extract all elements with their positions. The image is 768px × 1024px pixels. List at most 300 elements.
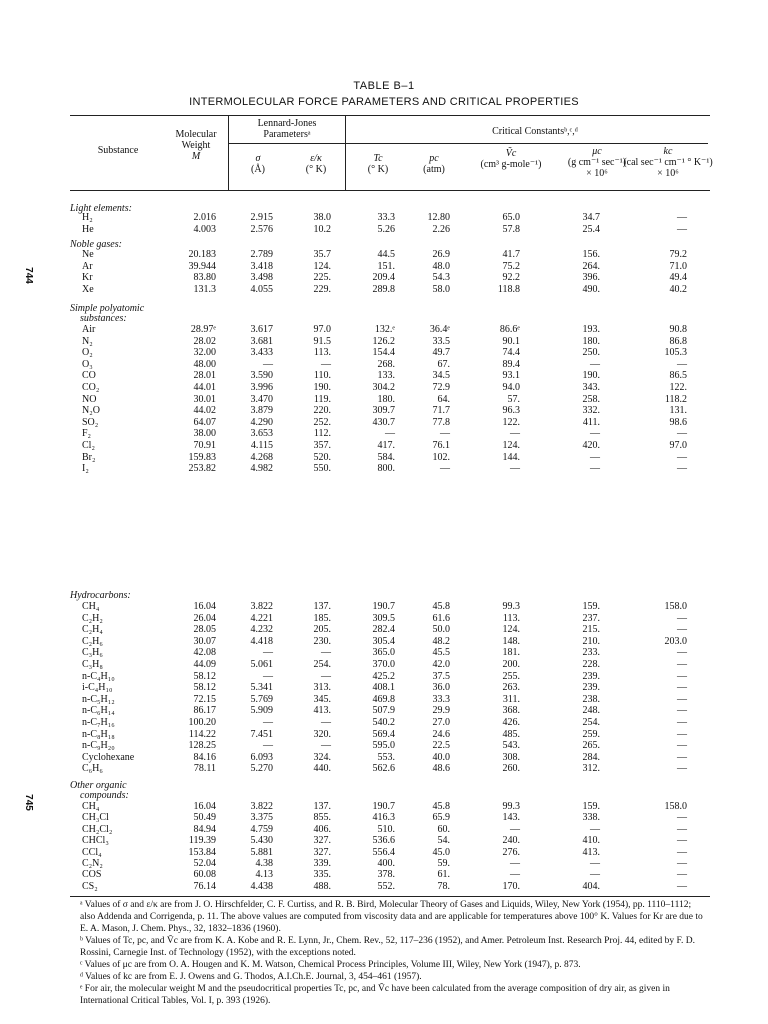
cell-epsilon-k: — bbox=[321, 358, 331, 370]
page-number-745: 745 bbox=[22, 794, 34, 811]
table-row bbox=[0, 272, 768, 283]
cell-epsilon-k: 35.7 bbox=[313, 249, 331, 260]
table-row bbox=[0, 881, 768, 892]
cell-pc: 45.8 bbox=[432, 801, 450, 812]
cell-sigma: 4.055 bbox=[250, 283, 273, 295]
cell-mu-c: 228. bbox=[582, 659, 600, 670]
cell-epsilon-k: 113. bbox=[313, 347, 331, 359]
cell-sigma: 3.681 bbox=[250, 335, 273, 347]
cell-pc: 45.8 bbox=[432, 601, 450, 612]
cell-sigma: 3.498 bbox=[250, 272, 273, 283]
cell-k-c: 131. bbox=[669, 405, 687, 417]
cell-epsilon-k: 406. bbox=[313, 823, 331, 835]
cell-tc: 417. bbox=[377, 440, 395, 451]
cell-tc: 304.2 bbox=[372, 382, 395, 393]
table-row bbox=[0, 858, 768, 869]
cell-substance: H₂ bbox=[82, 212, 93, 223]
cell-substance: Air bbox=[82, 324, 96, 335]
cell-sigma: 4.759 bbox=[250, 823, 273, 835]
cell-vc: 124. bbox=[502, 624, 520, 636]
cell-sigma: 3.470 bbox=[250, 393, 273, 405]
cell-mu-c: 332. bbox=[582, 405, 600, 417]
table-row bbox=[0, 405, 768, 416]
mu-multiplier: × 10⁶ bbox=[586, 168, 608, 179]
table-row bbox=[0, 440, 768, 451]
cell-mu-c: 343. bbox=[582, 382, 600, 393]
cell-tc: 305.4 bbox=[372, 635, 395, 647]
cell-k-c: — bbox=[677, 624, 687, 636]
cell-tc: 151. bbox=[377, 260, 395, 272]
cell-k-c: — bbox=[677, 659, 687, 670]
table-row bbox=[0, 705, 768, 716]
cell-pc: 102. bbox=[432, 451, 450, 463]
cell-pc: 61. bbox=[437, 869, 450, 881]
cell-vc: 75.2 bbox=[502, 260, 520, 272]
cell-pc: 33.5 bbox=[432, 335, 450, 347]
cell-vc: 148. bbox=[502, 635, 520, 647]
cell-tc: 400. bbox=[377, 858, 395, 869]
cell-molecular-weight: 64.07 bbox=[193, 416, 216, 428]
cell-epsilon-k: 320. bbox=[313, 728, 331, 740]
cell-molecular-weight: 70.91 bbox=[193, 440, 216, 451]
cell-epsilon-k: 185. bbox=[313, 612, 331, 624]
header-mid-rule bbox=[228, 143, 708, 144]
cell-substance: O₂ bbox=[82, 347, 93, 359]
cell-molecular-weight: 153.84 bbox=[188, 846, 216, 858]
cell-sigma: 4.221 bbox=[250, 612, 273, 624]
cell-k-c: 49.4 bbox=[669, 272, 687, 283]
cell-vc: 113. bbox=[502, 612, 520, 624]
cell-vc: 485. bbox=[502, 728, 520, 740]
table-row bbox=[0, 729, 768, 740]
cell-vc: 181. bbox=[502, 647, 520, 659]
cell-pc: — bbox=[440, 428, 450, 440]
header-vc bbox=[466, 148, 556, 170]
cell-pc: 65.9 bbox=[432, 812, 450, 824]
cell-vc: 93.1 bbox=[502, 370, 520, 382]
table-row bbox=[0, 835, 768, 846]
cell-substance: n-C₆H₁₄ bbox=[82, 705, 115, 717]
cell-tc: 309.5 bbox=[372, 612, 395, 624]
cell-mu-c: 265. bbox=[582, 740, 600, 752]
table-row bbox=[0, 249, 768, 260]
cell-mu-c: 180. bbox=[582, 335, 600, 347]
cell-sigma: 2.789 bbox=[250, 249, 273, 260]
cell-substance: Br₂ bbox=[82, 451, 96, 463]
footnote-c: ᶜ Values of μc are from O. A. Hougen and K. M. Watson, Chemical Process Principles, Volume III, Wiley, New York (1947), p. 873. bbox=[80, 960, 581, 970]
cell-k-c: 98.6 bbox=[669, 416, 687, 428]
cell-mu-c: 413. bbox=[582, 846, 600, 858]
mw-line1: Molecular bbox=[175, 129, 217, 140]
cell-tc: 536.6 bbox=[372, 835, 395, 847]
cell-k-c: 122. bbox=[669, 382, 687, 393]
table-row bbox=[0, 394, 768, 405]
table-row bbox=[0, 336, 768, 347]
cell-vc: 255. bbox=[502, 670, 520, 682]
cell-mu-c: — bbox=[590, 823, 600, 835]
cell-vc: 122. bbox=[502, 416, 520, 428]
cell-pc: 59. bbox=[437, 858, 450, 869]
cell-pc: 45.0 bbox=[432, 846, 450, 858]
cell-molecular-weight: 58.12 bbox=[193, 670, 216, 682]
cell-pc: 76.1 bbox=[432, 440, 450, 451]
cell-sigma: 3.879 bbox=[250, 405, 273, 417]
table-row bbox=[0, 624, 768, 635]
cell-epsilon-k: 190. bbox=[313, 382, 331, 393]
cell-sigma: 4.13 bbox=[255, 869, 273, 881]
table-row bbox=[0, 694, 768, 705]
cell-epsilon-k: 137. bbox=[313, 801, 331, 812]
cell-molecular-weight: 16.04 bbox=[193, 801, 216, 812]
cell-tc: 430.7 bbox=[372, 416, 395, 428]
cell-vc: — bbox=[510, 858, 520, 869]
cell-substance: CS₂ bbox=[82, 880, 98, 892]
cell-pc: 12.80 bbox=[427, 212, 450, 223]
cell-k-c: — bbox=[677, 869, 687, 881]
cell-tc: 562.6 bbox=[372, 763, 395, 775]
cell-vc: 426. bbox=[502, 717, 520, 728]
cell-epsilon-k: 205. bbox=[313, 624, 331, 636]
cell-k-c: — bbox=[677, 740, 687, 752]
cell-k-c: 79.2 bbox=[669, 249, 687, 260]
cell-molecular-weight: 50.49 bbox=[193, 812, 216, 824]
table-row bbox=[0, 682, 768, 693]
cell-substance: CHCl₃ bbox=[82, 835, 109, 847]
cell-mu-c: 338. bbox=[582, 812, 600, 824]
cell-tc: 378. bbox=[377, 869, 395, 881]
cell-tc: 469.8 bbox=[372, 693, 395, 705]
cell-pc: — bbox=[440, 463, 450, 475]
cell-vc: 86.6ᵉ bbox=[499, 324, 520, 335]
cell-substance: Cyclohexane bbox=[82, 751, 135, 763]
cell-tc: 282.4 bbox=[372, 624, 395, 636]
cell-sigma: 5.270 bbox=[250, 763, 273, 775]
table-row bbox=[0, 370, 768, 381]
header-substance: Substance bbox=[97, 145, 139, 156]
cell-sigma: 4.438 bbox=[250, 880, 273, 892]
cell-sigma: 3.375 bbox=[250, 812, 273, 824]
cell-sigma: 5.881 bbox=[250, 846, 273, 858]
cell-vc: 263. bbox=[502, 682, 520, 694]
cell-pc: 40.0 bbox=[432, 751, 450, 763]
cell-molecular-weight: 44.09 bbox=[193, 659, 216, 670]
cell-pc: 42.0 bbox=[432, 659, 450, 670]
cell-mu-c: 396. bbox=[582, 272, 600, 283]
cell-vc: 57. bbox=[507, 393, 520, 405]
cell-epsilon-k: 230. bbox=[313, 635, 331, 647]
cell-sigma: — bbox=[263, 670, 273, 682]
mw-line2: Weight bbox=[181, 140, 211, 151]
header-k bbox=[620, 146, 716, 179]
cell-k-c: — bbox=[677, 647, 687, 659]
cell-epsilon-k: 855. bbox=[313, 812, 331, 824]
section-simple-polyatomic-2: substances: bbox=[80, 313, 127, 324]
cell-k-c: — bbox=[677, 728, 687, 740]
cell-mu-c: 25.4 bbox=[582, 223, 600, 235]
cell-tc: 190.7 bbox=[372, 601, 395, 612]
cell-pc: 34.5 bbox=[432, 370, 450, 382]
cell-sigma: 3.418 bbox=[250, 260, 273, 272]
table-row bbox=[0, 824, 768, 835]
cell-substance: C₃H₈ bbox=[82, 659, 103, 670]
header-top-rule bbox=[70, 115, 710, 116]
cell-substance: C₂H₄ bbox=[82, 624, 103, 636]
cell-pc: 54. bbox=[437, 835, 450, 847]
cell-k-c: 86.5 bbox=[669, 370, 687, 382]
cell-sigma: 3.590 bbox=[250, 370, 273, 382]
cell-epsilon-k: 97.0 bbox=[313, 324, 331, 335]
cell-vc: 94.0 bbox=[502, 382, 520, 393]
table-row bbox=[0, 261, 768, 272]
cell-sigma: 5.769 bbox=[250, 693, 273, 705]
k-symbol: kc bbox=[663, 146, 673, 157]
cell-molecular-weight: 52.04 bbox=[193, 858, 216, 869]
k-unit: (cal sec⁻¹ cm⁻¹ ° K⁻¹) bbox=[623, 157, 713, 168]
cell-sigma: 4.268 bbox=[250, 451, 273, 463]
cell-molecular-weight: 44.01 bbox=[193, 382, 216, 393]
cell-pc: 48.0 bbox=[432, 260, 450, 272]
table-row bbox=[0, 717, 768, 728]
cell-epsilon-k: 254. bbox=[313, 659, 331, 670]
cell-k-c: 118.2 bbox=[664, 393, 687, 405]
cell-molecular-weight: 28.97ᵉ bbox=[190, 324, 216, 335]
cell-mu-c: 420. bbox=[582, 440, 600, 451]
cell-epsilon-k: 38.0 bbox=[313, 212, 331, 223]
cell-mu-c: — bbox=[590, 463, 600, 475]
cell-epsilon-k: 488. bbox=[313, 880, 331, 892]
cell-k-c: 86.8 bbox=[669, 335, 687, 347]
cell-vc: 99.3 bbox=[502, 601, 520, 612]
cell-molecular-weight: 159.83 bbox=[188, 451, 216, 463]
cell-epsilon-k: 137. bbox=[313, 601, 331, 612]
cell-sigma: 3.617 bbox=[250, 324, 273, 335]
table-row bbox=[0, 752, 768, 763]
cell-sigma: 4.982 bbox=[250, 463, 273, 475]
cell-substance: Ar bbox=[82, 260, 93, 272]
cell-substance: Kr bbox=[82, 272, 93, 283]
cell-sigma: 4.418 bbox=[250, 635, 273, 647]
table-row bbox=[0, 801, 768, 812]
cell-substance: CO bbox=[82, 370, 96, 382]
cell-sigma: 2.576 bbox=[250, 223, 273, 235]
cell-k-c: — bbox=[677, 682, 687, 694]
table-row bbox=[0, 324, 768, 335]
cell-epsilon-k: 220. bbox=[313, 405, 331, 417]
cell-sigma: 5.341 bbox=[250, 682, 273, 694]
cell-substance: C₂H₆ bbox=[82, 635, 103, 647]
cell-tc: 190.7 bbox=[372, 801, 395, 812]
cell-pc: 37.5 bbox=[432, 670, 450, 682]
cell-pc: 72.9 bbox=[432, 382, 450, 393]
cell-mu-c: 258. bbox=[582, 393, 600, 405]
cell-tc: 553. bbox=[377, 751, 395, 763]
cell-tc: 584. bbox=[377, 451, 395, 463]
cell-substance: N₂O bbox=[82, 405, 100, 417]
cell-tc: 569.4 bbox=[372, 728, 395, 740]
cell-sigma: 3.653 bbox=[250, 428, 273, 440]
cell-sigma: 5.061 bbox=[250, 659, 273, 670]
section-other-organic-2: compounds: bbox=[80, 790, 129, 801]
cell-mu-c: 239. bbox=[582, 670, 600, 682]
cell-tc: 370.0 bbox=[372, 659, 395, 670]
mu-symbol: μc bbox=[592, 146, 602, 157]
cell-molecular-weight: 86.17 bbox=[193, 705, 216, 717]
cell-vc: — bbox=[510, 428, 520, 440]
table-row bbox=[0, 382, 768, 393]
cell-molecular-weight: 38.00 bbox=[193, 428, 216, 440]
cell-molecular-weight: 76.14 bbox=[193, 880, 216, 892]
cell-vc: 118.8 bbox=[497, 283, 520, 295]
cell-sigma: 4.38 bbox=[255, 858, 273, 869]
cell-pc: 45.5 bbox=[432, 647, 450, 659]
cell-pc: 36.4ᵉ bbox=[429, 324, 450, 335]
cell-tc: 309.7 bbox=[372, 405, 395, 417]
cell-molecular-weight: 100.20 bbox=[188, 717, 216, 728]
header-epsilon bbox=[296, 153, 336, 175]
cell-molecular-weight: 28.02 bbox=[193, 335, 216, 347]
cell-mu-c: 410. bbox=[582, 835, 600, 847]
cell-molecular-weight: 16.04 bbox=[193, 601, 216, 612]
cell-tc: 5.26 bbox=[377, 223, 395, 235]
footnote-e: ᵉ For air, the molecular weight M and the pseudocritical properties Tc, pc, and Ṽc have been calculated from the average composition of dry air, as given in International Critical Tables, Vol. I, p. 393 (1926). bbox=[80, 984, 670, 1006]
cell-molecular-weight: 84.94 bbox=[193, 823, 216, 835]
cell-sigma: 4.232 bbox=[250, 624, 273, 636]
cell-molecular-weight: 39.944 bbox=[188, 260, 216, 272]
pc-unit: (atm) bbox=[423, 164, 445, 175]
cell-epsilon-k: 324. bbox=[313, 751, 331, 763]
cell-epsilon-k: 339. bbox=[313, 858, 331, 869]
cell-mu-c: 237. bbox=[582, 612, 600, 624]
cell-epsilon-k: 550. bbox=[313, 463, 331, 475]
cell-epsilon-k: 345. bbox=[313, 693, 331, 705]
cell-vc: 200. bbox=[502, 659, 520, 670]
cell-substance: CH₄ bbox=[82, 801, 100, 812]
cell-epsilon-k: 327. bbox=[313, 835, 331, 847]
table-row bbox=[0, 671, 768, 682]
cell-k-c: — bbox=[677, 693, 687, 705]
cell-vc: — bbox=[510, 823, 520, 835]
cell-pc: 24.6 bbox=[432, 728, 450, 740]
table-row bbox=[0, 452, 768, 463]
cell-molecular-weight: 83.80 bbox=[193, 272, 216, 283]
cell-k-c: — bbox=[677, 835, 687, 847]
cell-k-c: — bbox=[677, 612, 687, 624]
cell-k-c: — bbox=[677, 358, 687, 370]
cell-substance: n-C₅H₁₂ bbox=[82, 693, 115, 705]
cell-pc: 22.5 bbox=[432, 740, 450, 752]
vc-symbol: Ṽc bbox=[505, 148, 517, 159]
cell-molecular-weight: 58.12 bbox=[193, 682, 216, 694]
cell-substance: COS bbox=[82, 869, 102, 881]
cell-mu-c: 264. bbox=[582, 260, 600, 272]
cell-sigma: — bbox=[263, 647, 273, 659]
cell-mu-c: 210. bbox=[582, 635, 600, 647]
cell-molecular-weight: 2.016 bbox=[193, 212, 216, 223]
cell-tc: 132.ᵉ bbox=[374, 324, 395, 335]
cell-vc: 96.3 bbox=[502, 405, 520, 417]
cell-k-c: — bbox=[677, 705, 687, 717]
cell-tc: 209.4 bbox=[372, 272, 395, 283]
cell-substance: n-C₈H₁₈ bbox=[82, 728, 115, 740]
cell-mu-c: — bbox=[590, 428, 600, 440]
table-row bbox=[0, 224, 768, 235]
cell-substance: Ne bbox=[82, 249, 94, 260]
header-tc bbox=[356, 153, 400, 175]
cell-k-c: 97.0 bbox=[669, 440, 687, 451]
cell-epsilon-k: 357. bbox=[313, 440, 331, 451]
cell-k-c: — bbox=[677, 670, 687, 682]
cell-substance: He bbox=[82, 223, 94, 235]
cell-vc: — bbox=[510, 869, 520, 881]
cell-tc: 552. bbox=[377, 880, 395, 892]
cell-vc: 90.1 bbox=[502, 335, 520, 347]
cell-sigma: — bbox=[263, 717, 273, 728]
section-other-organic-1: Other organic bbox=[70, 780, 127, 791]
cell-tc: 365.0 bbox=[372, 647, 395, 659]
cell-pc: 48.6 bbox=[432, 763, 450, 775]
cell-k-c: 158.0 bbox=[664, 601, 687, 612]
table-row bbox=[0, 463, 768, 474]
table-row bbox=[0, 659, 768, 670]
table-row bbox=[0, 613, 768, 624]
cell-molecular-weight: 28.05 bbox=[193, 624, 216, 636]
cell-vc: 92.2 bbox=[502, 272, 520, 283]
cell-mu-c: 250. bbox=[582, 347, 600, 359]
epsilon-symbol: ε/κ bbox=[310, 153, 322, 164]
cell-vc: 260. bbox=[502, 763, 520, 775]
cell-substance: CO₂ bbox=[82, 382, 100, 393]
cell-pc: 78. bbox=[437, 880, 450, 892]
header-critical-constants: Critical Constantsᵇ,ᶜ,ᵈ bbox=[492, 126, 578, 137]
cell-pc: 58.0 bbox=[432, 283, 450, 295]
table-bottom-rule bbox=[70, 896, 710, 897]
cell-molecular-weight: 32.00 bbox=[193, 347, 216, 359]
cell-molecular-weight: 44.02 bbox=[193, 405, 216, 417]
cell-pc: 54.3 bbox=[432, 272, 450, 283]
vc-unit: (cm³ g-mole⁻¹) bbox=[480, 159, 542, 170]
cell-k-c: 203.0 bbox=[664, 635, 687, 647]
header-sigma bbox=[238, 153, 278, 175]
cell-molecular-weight: 131.3 bbox=[193, 283, 216, 295]
cell-vc: 57.8 bbox=[502, 223, 520, 235]
cell-k-c: — bbox=[677, 428, 687, 440]
cell-mu-c: 233. bbox=[582, 647, 600, 659]
cell-epsilon-k: 327. bbox=[313, 846, 331, 858]
cell-pc: 48.2 bbox=[432, 635, 450, 647]
cell-k-c: — bbox=[677, 463, 687, 475]
cell-pc: 77.8 bbox=[432, 416, 450, 428]
cell-mu-c: — bbox=[590, 858, 600, 869]
cell-pc: 29.9 bbox=[432, 705, 450, 717]
cell-vc: 368. bbox=[502, 705, 520, 717]
cell-pc: 61.6 bbox=[432, 612, 450, 624]
sigma-symbol: σ bbox=[255, 153, 261, 164]
cell-vc: 543. bbox=[502, 740, 520, 752]
cell-substance: I₂ bbox=[82, 463, 89, 475]
table-row bbox=[0, 601, 768, 612]
cell-sigma: 3.996 bbox=[250, 382, 273, 393]
cell-mu-c: 404. bbox=[582, 880, 600, 892]
cell-pc: 26.9 bbox=[432, 249, 450, 260]
cell-mu-c: — bbox=[590, 869, 600, 881]
cell-sigma: 5.430 bbox=[250, 835, 273, 847]
header-divider-left bbox=[228, 115, 229, 190]
cell-substance: CH₃Cl bbox=[82, 812, 109, 824]
cell-sigma: 4.290 bbox=[250, 416, 273, 428]
cell-tc: 540.2 bbox=[372, 717, 395, 728]
cell-epsilon-k: 10.2 bbox=[313, 223, 331, 235]
cell-tc: 408.1 bbox=[372, 682, 395, 694]
